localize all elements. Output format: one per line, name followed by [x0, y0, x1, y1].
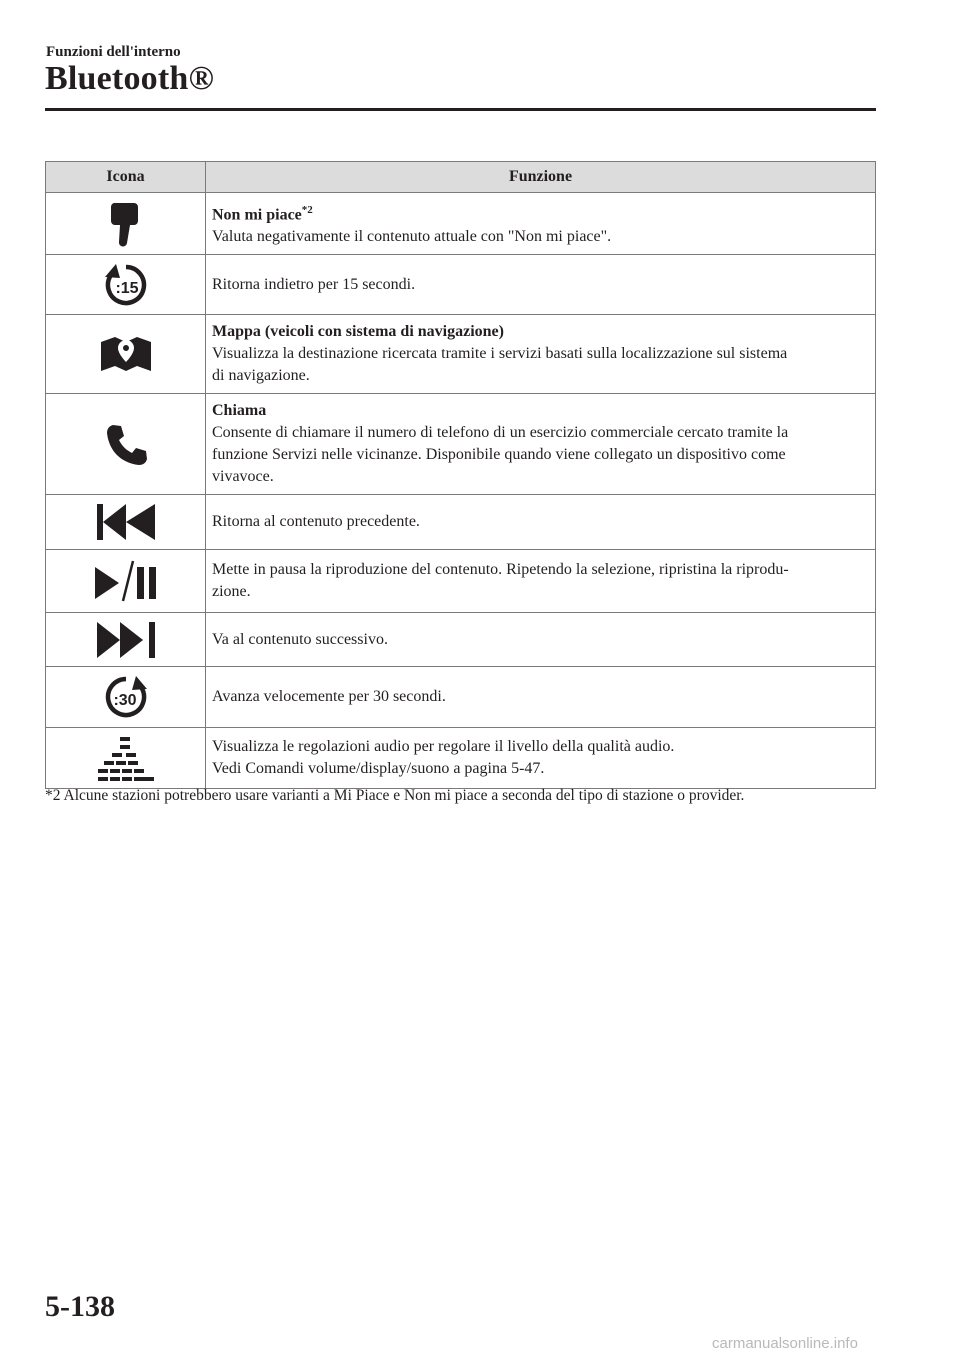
watermark: carmanualsonline.info — [712, 1335, 858, 1352]
function-title: Chiama — [212, 402, 267, 420]
forward-30-icon — [102, 673, 150, 721]
table-row — [46, 550, 876, 613]
function-text: Mette in pausa la riproduzione del contenuto. Ripetendo la selezione, ripristina la riprodu- — [212, 561, 789, 579]
function-text: Visualizza le regolazioni audio per regolare il livello della qualità audio. — [212, 738, 675, 756]
function-cell — [206, 495, 876, 550]
page-number: 5-138 — [45, 1290, 115, 1323]
function-cell — [206, 394, 876, 495]
function-title: Mappa (veicoli con sistema di navigazione) — [212, 323, 504, 341]
icon-cell — [46, 255, 206, 315]
page-title: Bluetooth® — [45, 60, 215, 97]
icon-function-table — [45, 161, 876, 789]
previous-track-icon — [95, 502, 157, 542]
function-title: Non mi piace$^{*2}$ — [212, 204, 313, 224]
section-heading: Funzioni dell'interno — [46, 44, 181, 60]
icon-cell — [46, 613, 206, 667]
function-cell — [206, 613, 876, 667]
function-text: Ritorna indietro per 15 secondi. — [212, 275, 416, 293]
column-header-icon: Icona — [46, 162, 206, 193]
table-row — [46, 495, 876, 550]
replay-15-label: :15 — [114, 279, 139, 297]
function-text: di navigazione. — [212, 367, 310, 385]
function-cell — [206, 255, 876, 315]
function-text: Consente di chiamare il numero di telefono di un esercizio commerciale cercato tramite la — [212, 424, 789, 442]
function-text: zione. — [212, 583, 251, 601]
next-track-icon — [95, 620, 157, 660]
icon-cell — [46, 193, 206, 255]
footnote: *2 Alcune stazioni potrebbero usare varianti a Mi Piace e Non mi piace a seconda del tipo di stazione o provider. — [45, 787, 745, 804]
table-row — [46, 394, 876, 495]
phone-icon — [104, 422, 148, 466]
icon-cell — [46, 495, 206, 550]
icon-cell — [46, 394, 206, 495]
forward-30-label: :30 — [112, 692, 137, 710]
footnote-ref: *2 — [301, 204, 313, 216]
function-text: Vedi Comandi volume/display/suono a pagina 5-47. — [212, 760, 545, 778]
replay-15-icon — [102, 261, 150, 309]
function-text: vivavoce. — [212, 468, 274, 486]
icon-cell — [46, 667, 206, 728]
function-text: Avanza velocemente per 30 secondi. — [212, 688, 446, 706]
function-text: funzione Servizi nelle vicinanze. Disponibile quando viene collegato un dispositivo come — [212, 446, 786, 464]
function-text: Ritorna al contenuto precedente. — [212, 513, 420, 531]
function-cell — [206, 728, 876, 789]
table-row — [46, 255, 876, 315]
map-icon — [99, 334, 153, 374]
table-header-row — [46, 162, 876, 193]
icon-cell — [46, 728, 206, 789]
function-cell — [206, 315, 876, 394]
title-rule — [45, 108, 876, 111]
function-text: Va al contenuto successivo. — [212, 630, 388, 648]
table-row — [46, 728, 876, 789]
function-text: Valuta negativamente il contenuto attuale con "Non mi piace". — [212, 228, 612, 246]
table-row — [46, 315, 876, 394]
icon-cell — [46, 315, 206, 394]
table-row — [46, 667, 876, 728]
table-row — [46, 193, 876, 255]
icon-cell — [46, 550, 206, 613]
play-pause-icon — [93, 557, 159, 605]
function-cell — [206, 667, 876, 728]
function-text: Visualizza la destinazione ricercata tramite i servizi basati sulla localizzazione sul sistema — [212, 345, 788, 363]
function-cell — [206, 550, 876, 613]
equalizer-icon — [98, 735, 154, 781]
thumbs-down-icon — [111, 200, 141, 248]
table-row — [46, 613, 876, 667]
function-cell — [206, 193, 876, 255]
column-header-function: Funzione — [206, 162, 876, 193]
